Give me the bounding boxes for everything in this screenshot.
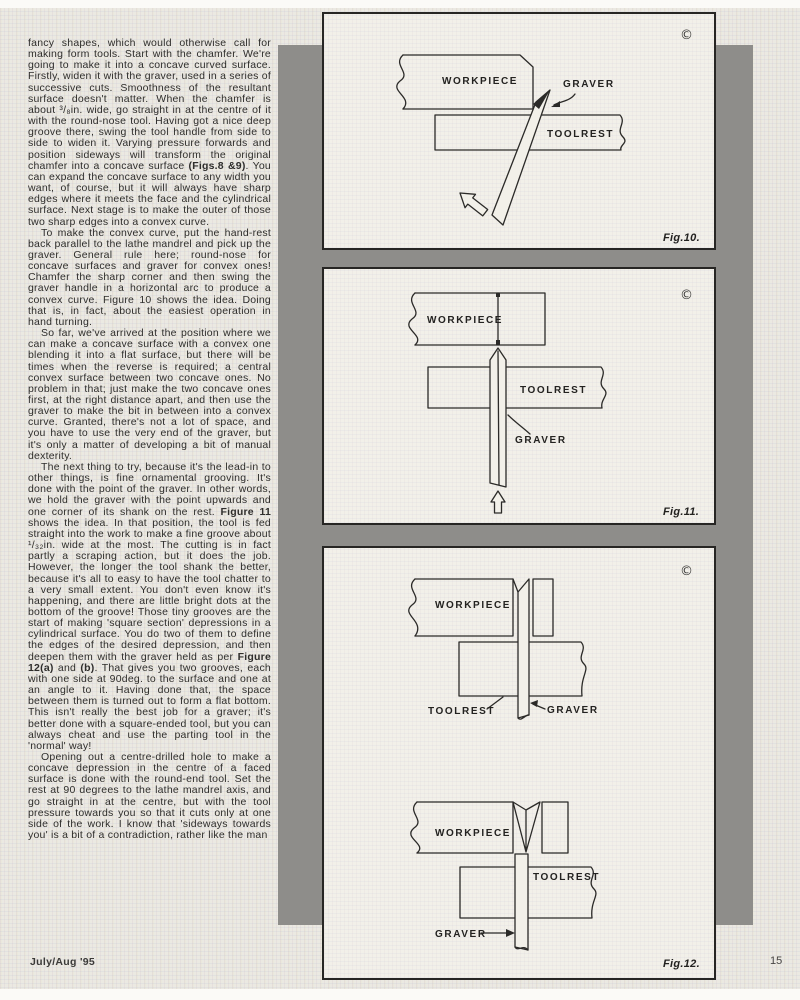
page-number: 15	[770, 955, 783, 967]
fig12a-toolrest-label: TOOLREST	[428, 706, 496, 717]
paragraph	[28, 38, 271, 228]
issue-date: July/Aug '95	[30, 956, 96, 968]
workpiece-break-line	[409, 293, 418, 345]
cut-mark-top	[496, 293, 500, 297]
bold-text: Figure 11	[220, 505, 271, 518]
bold-text: Figure 12(a)	[28, 650, 271, 674]
figure-11-diagram	[324, 269, 714, 523]
workpiece-break-line-a	[409, 579, 418, 636]
kerf-line-a	[513, 579, 518, 592]
body-text: . You can expand the concave surface to any width you want, of course, but it will always have sharp edges where it meets the face and the cylindrical surface. Next stage is to make the outer of those two sharp edges into a convex curve.	[28, 159, 271, 228]
fig12a-workpiece-label: WORKPIECE	[435, 600, 512, 611]
fig11-caption: Fig.11.	[663, 506, 700, 518]
copyright-icon: ©	[680, 28, 693, 43]
paragraph	[28, 328, 271, 462]
fig10-toolrest-label: TOOLREST	[547, 129, 615, 140]
fig12b-toolrest-label: TOOLREST	[533, 872, 601, 883]
article-text	[28, 38, 271, 841]
body-text: The next thing to try, because it's the lead-in to other things, is fine ornamental grooving. It's done with the point of the graver. In other words, we hold the graver with the point upwards and one corner of its shank on the rest.	[28, 460, 271, 518]
body-text: fancy shapes, which would otherwise call for making form tools. Start with the chamfer. We're going to make it into a concave curved surface. Firstly, widen it with the graver, used in a series of successive cuts. Smoothness of the resultant surface doesn't matter. When the chamfer is about ³/₈in. wide, go straight in at the centre of it with the round-nose tool. Having got a nice deep groove there, swing the tool handle from side to side to widen it. Varying pressure forwards and position sideways will transform the original chamfer into a concave surface	[28, 37, 271, 172]
body-text: So far, we've arrived at the position where we can make a concave surface with a convex one blending it into a flat surface, but there will be times when the reverse is required; a central convex surface between two concave ones. No problem in that; just make the two concave ones first, at the right distance apart, and then use the graver to make the bit in between into a convex curve. Granted, there's not a lot of space, and you have to use the very end of the graver, but it's only a matter of developing a bit of manual dexterity.	[28, 327, 271, 462]
bold-text: (b)	[80, 661, 95, 674]
body-text: . That gives you two grooves, each with one side at 90deg. to the surface and one at an angle to it. Having done that, the space between them is turned out to form a flat bottom. This isn't really the best job for a graver; it's better done with a square-ended tool, but you can always cheat and use the parting tool in the 'normal' way!	[28, 661, 271, 752]
page-bottom-edge	[0, 989, 800, 1000]
body-text: shows the idea. In that position, the tool is fed straight into the work to make a fine groove about ¹/₃₂in. wide at the most. The cutting is in fact partly a scraping action, but it does the job. However, the longer the tool shank the better, because it's all to easy to have the tool chatter to a very small extent. You don't even know it's happening, and there are little bright dots at the bottom of the groove! Those tiny grooves are the start of making 'square section' depressions in a cylindrical surface. You do two of them to define the edges of the desired depression, and then deepen them with the graver held as per	[28, 516, 271, 663]
graver-leader-line	[508, 415, 530, 434]
fig12-caption: Fig.12.	[663, 958, 700, 970]
fig11-graver-label: GRAVER	[515, 435, 567, 446]
figure-11	[322, 267, 716, 525]
figure-12-diagram	[324, 548, 714, 978]
body-text: Opening out a centre-drilled hole to make a concave depression in the centre of a faced surface is done with the round-end tool. Set the rest at 90 degrees to the lathe mandrel axis, and go straight in at the centre, but with the tool pressure towards you so that it cuts only at one side of the work. I know that 'sideways towards you' is a bit of a contradiction, rather like the man	[28, 751, 271, 842]
swing-arrow	[455, 186, 491, 219]
fig10-graver-label: GRAVER	[563, 79, 615, 90]
graver-tool	[492, 90, 550, 225]
fig10-caption: Fig.10.	[663, 232, 700, 244]
copyright-icon: ©	[680, 564, 693, 579]
body-text: To make the convex curve, put the hand-rest back parallel to the lathe mandrel and pick up the graver. General rule here; round-nose for concave surfaces and graver for convex ones! Chamfer the sharp corner and then swing the graver handle in a horizontal arc to produce a convex curve. Figure 10 shows the idea. Doing that is, in fact, about the easiest operation in hand turning.	[28, 226, 271, 328]
copyright-icon: ©	[680, 288, 693, 303]
workpiece-break-line	[397, 55, 406, 109]
fig11-toolrest-label: TOOLREST	[520, 385, 588, 396]
fig11-workpiece-label: WORKPIECE	[427, 315, 504, 326]
workpiece-stub-a	[533, 579, 553, 636]
groove-cut	[513, 802, 540, 852]
graver-tool-b	[515, 854, 528, 950]
paragraph	[28, 752, 271, 841]
figure-10-diagram	[324, 14, 714, 248]
figure-12	[322, 546, 716, 980]
fig12b-graver-label: GRAVER	[435, 929, 487, 940]
fig12a-graver-label: GRAVER	[547, 705, 599, 716]
bold-text: (Figs.8 &9)	[188, 159, 246, 172]
graver-tool-a	[518, 579, 529, 718]
paragraph	[28, 228, 271, 328]
cut-mark-bottom	[496, 340, 500, 345]
page-top-edge	[0, 0, 800, 8]
body-text: and	[53, 661, 81, 674]
fig12b-workpiece-label: WORKPIECE	[435, 828, 512, 839]
paragraph	[28, 462, 271, 752]
leader-arrowhead	[551, 101, 560, 107]
figure-10	[322, 12, 716, 250]
graver-arrowhead-b	[506, 929, 515, 937]
workpiece-break-line-b	[411, 802, 420, 853]
workpiece-stub-b	[542, 802, 568, 853]
leader-arrowhead-a	[530, 700, 538, 707]
fig10-workpiece-label: WORKPIECE	[442, 76, 519, 87]
feed-arrow	[491, 491, 505, 513]
